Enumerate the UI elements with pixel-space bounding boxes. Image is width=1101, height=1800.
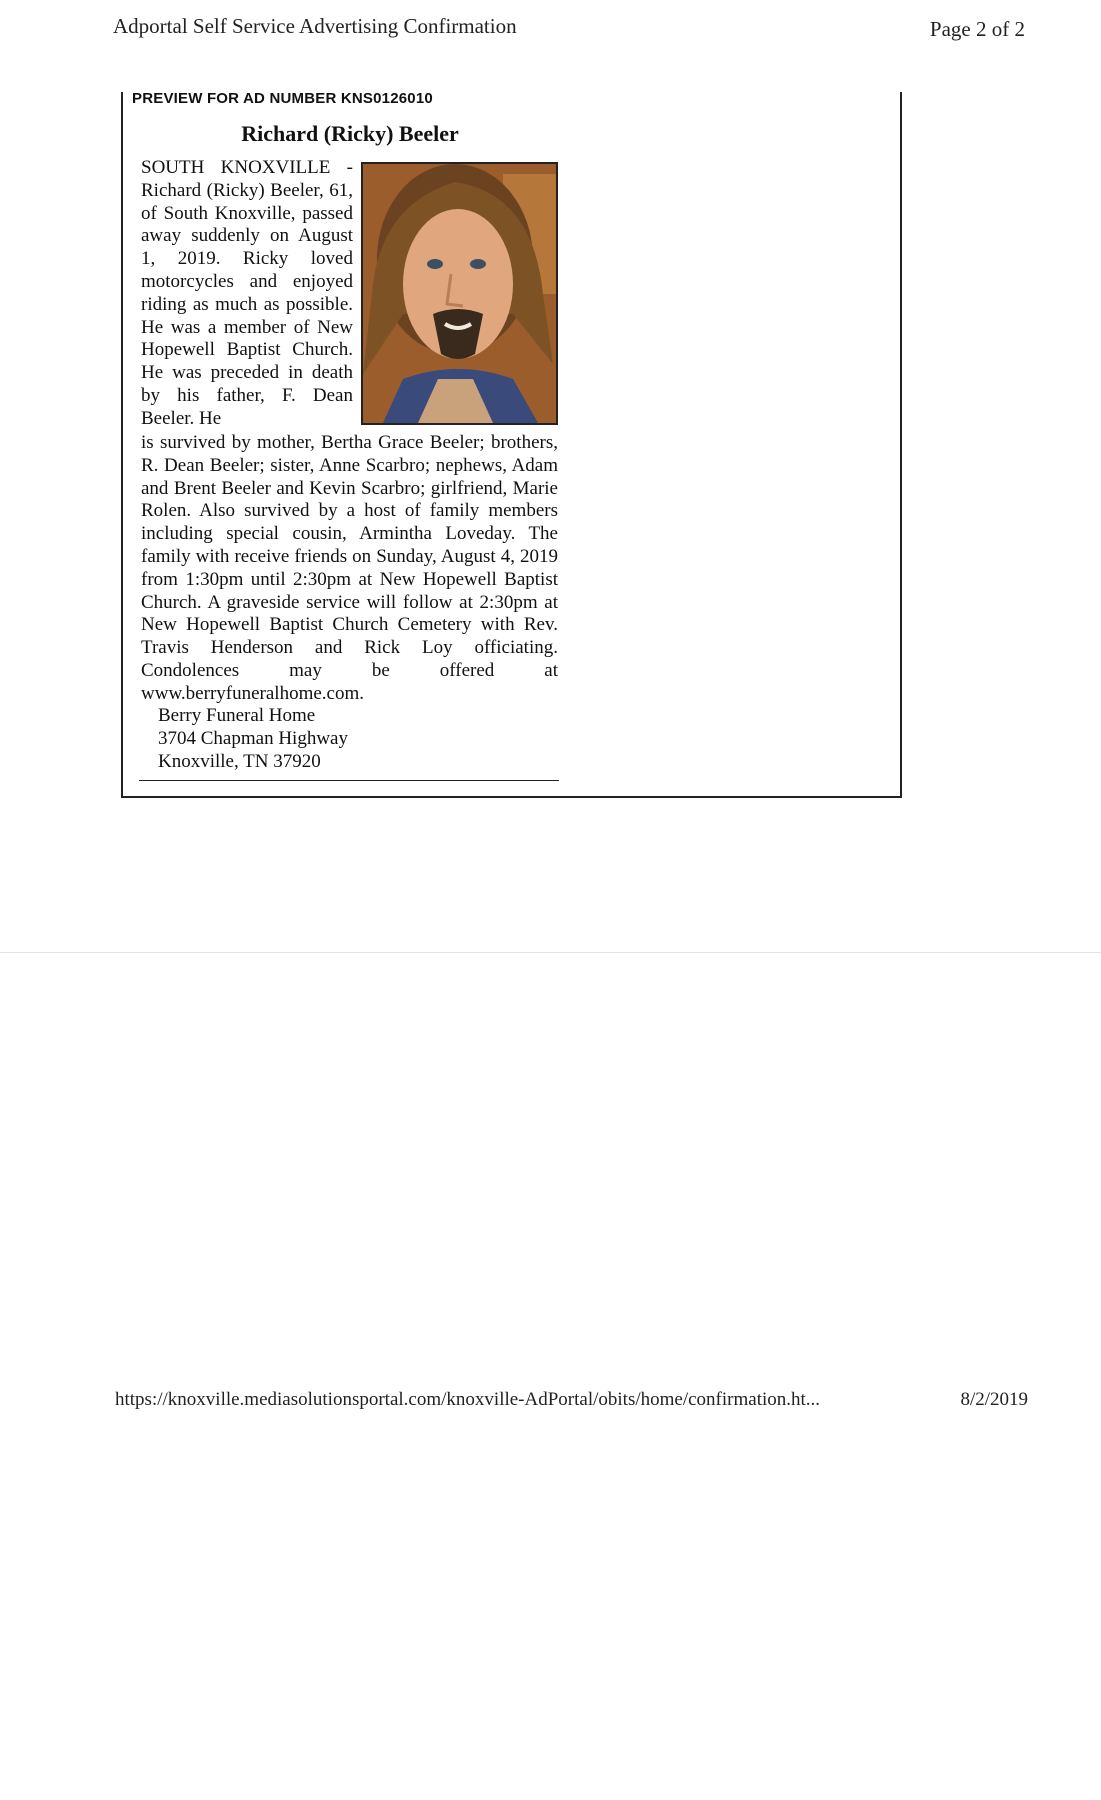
footer-date: 8/2/2019 xyxy=(960,1389,1028,1410)
obituary-paragraph-1: SOUTH KNOXVILLE - Richard (Ricky) Beeler, 61, of South Knoxville, passed away suddenly on August 1, 2019. Ricky loved motorcycles and enjoyed riding as much as possible. He was a member of New Hopewell Baptist Church. He was preceded in death by his father, F. Dean Beeler. He xyxy=(141,157,353,429)
page-number: Page 2 of 2 xyxy=(929,17,1025,41)
obituary-text-full-width xyxy=(141,432,558,706)
obituary-paragraph-2: is survived by mother, Bertha Grace Beeler; brothers, R. Dean Beeler; sister, Anne Scarbro; nephews, Adam and Brent Beeler and Kevin Scarbro; girlfriend, Marie Rolen. Also survived by a host of family members including special cousin, Armintha Loveday. The family with receive friends on Sunday, August 4, 2019 from 1:30pm until 2:30pm at New Hopewell Baptist Church. A graveside service will follow at 2:30pm at New Hopewell Baptist Church Cemetery with Rev. Travis Henderson and Rick Loy officiating. Condolences may be offered at www.berryfuneralhome.com. xyxy=(141,432,558,704)
funeral-home-block xyxy=(158,704,348,773)
page-fold-line xyxy=(0,952,1101,953)
funeral-home-address: 3704 Chapman Highway xyxy=(158,728,348,749)
funeral-home-city: Knoxville, TN 37920 xyxy=(158,751,321,772)
document-header-title: Adportal Self Service Advertising Confirmation xyxy=(113,14,517,38)
portrait-photo xyxy=(361,162,558,425)
footer-url: https://knoxville.mediasolutionsportal.com/knoxville-AdPortal/obits/home/confirmation.ht... xyxy=(115,1389,821,1410)
obituary-name: Richard (Ricky) Beeler xyxy=(241,121,459,146)
ad-bottom-rule xyxy=(139,780,559,781)
obituary-text-beside-photo xyxy=(141,157,353,431)
preview-label: PREVIEW FOR AD NUMBER KNS0126010 xyxy=(132,90,433,107)
funeral-home-name: Berry Funeral Home xyxy=(158,705,316,726)
